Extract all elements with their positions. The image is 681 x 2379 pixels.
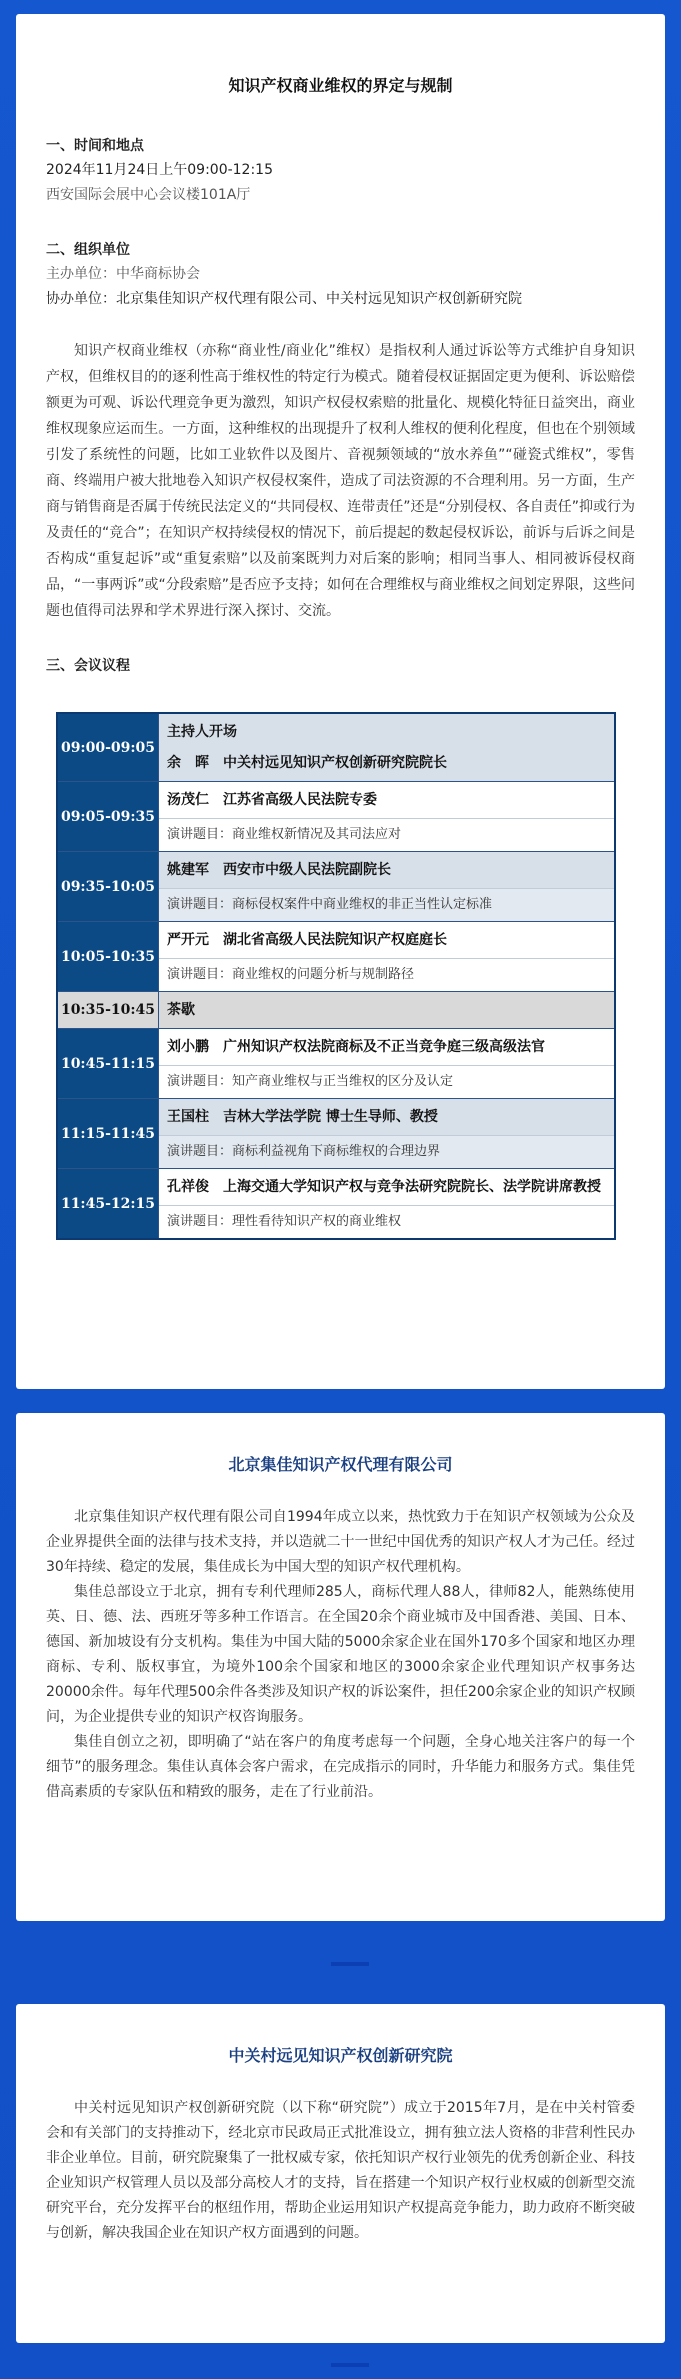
agenda-row	[57, 852, 615, 922]
org-title: 北京集佳知识产权代理有限公司	[228, 1455, 453, 1474]
org-paragraph: 集佳自创立之初，即明确了“站在客户的角度考虑每一个问题，全身心地关注客户的每一个细节”的服务理念。集佳认真体会客户需求，在完成指示的同时，升华能力和服务方式。集佳凭借高素质的专家队伍和精致的服务，走在了行业前沿。	[46, 1734, 635, 1800]
agenda-row	[57, 1099, 615, 1169]
co-organizer: 协办单位：北京集佳知识产权代理有限公司、中关村远见知识产权创新研究院	[46, 291, 522, 307]
org-paragraph: 北京集佳知识产权代理有限公司自1994年成立以来，热忱致力于在知识产权领域为公众及企业界提供全面的法律与技术支持，并以造就二十一世纪中国优秀的知识产权人才为己任。经过30年持续、稳定的发展，集佳成长为中国大型的知识产权代理机构。	[46, 1509, 635, 1575]
agenda-time: 10:35-10:45	[57, 992, 159, 1029]
conference-card	[16, 14, 665, 1389]
agenda-time: 09:35-10:05	[57, 852, 159, 922]
agenda-row	[57, 782, 615, 852]
agenda-speaker: 汤茂仁 江苏省高级人民法院专委	[167, 792, 377, 808]
host-organizer: 主办单位：中华商标协会	[46, 266, 200, 282]
agenda-break-label: 茶歇	[159, 992, 614, 1028]
agenda-row	[57, 1029, 615, 1099]
agenda-row	[57, 1169, 615, 1240]
org-card-yuanjian	[16, 2004, 665, 2343]
agenda-row	[57, 922, 615, 992]
agenda-row	[57, 713, 615, 782]
agenda-topic: 演讲题目：知产商业维权与正当维权的区分及认定	[159, 1065, 614, 1098]
agenda-speaker: 王国柱 吉林大学法学院 博士生导师、教授	[159, 1099, 614, 1135]
section-divider	[331, 2363, 369, 2367]
agenda-topic: 演讲题目：商业维权新情况及其司法应对	[159, 818, 614, 851]
org-card-jiajia	[16, 1413, 665, 1921]
agenda-time: 09:05-09:35	[57, 782, 159, 852]
intro-paragraph: 知识产权商业维权（亦称“商业性/商业化”维权）是指权利人通过诉讼等方式维护自身知识产权，但维权目的的逐利性高于维权性的特定行为模式。随着侵权证据固定更为便利、诉讼赔偿额更为可观、诉讼代理竞争更为激烈，知识产权侵权索赔的批量化、规模化特征日益突出，商业维权现象应运而生。一方面，这种维权的出现提升了权利人维权的便利化程度，但也在个别领域引发了系统性的问题，比如工业软件以及图片、音视频领域的“放水养鱼”“碰瓷式维权”，零售商、终端用户被大批地卷入知识产权侵权案件，造成了司法资源的不合理利用。另一方面，生产商与销售商是否属于传统民法定义的“共同侵权、连带责任”还是“分别侵权、各自责任”抑或行为及责任的“竞合”；在知识产权持续侵权的情况下，前后提起的数起侵权诉讼，前诉与后诉之间是否构成“重复起诉”或“重复索赔”以及前案既判力对后案的影响；相同当事人、相同被诉侵权商品，“一事两诉”或“分段索赔”是否应予支持；如何在合理维权与商业维权之间划定界限，这些问题也值得司法界和学术界进行深入探讨、交流。	[46, 343, 636, 619]
agenda-time: 10:45-11:15	[57, 1029, 159, 1099]
agenda-speaker: 严开元 湖北省高级人民法院知识产权庭庭长	[167, 932, 447, 948]
agenda-speaker: 姚建军 西安市中级人民法院副院长	[159, 852, 614, 888]
section-heading-agenda: 三、会议议程	[46, 658, 130, 674]
page-title: 知识产权商业维权的界定与规制	[228, 76, 453, 95]
agenda-topic: 演讲题目：商标侵权案件中商业维权的非正当性认定标准	[159, 888, 614, 921]
agenda-topic: 演讲题目：理性看待知识产权的商业维权	[159, 1205, 614, 1238]
section-divider	[331, 1962, 369, 1966]
section-heading-time-place: 一、时间和地点	[46, 138, 144, 154]
org-paragraph: 集佳总部设立于北京，拥有专利代理师285人，商标代理人88人，律师82人，能熟练使用英、日、德、法、西班牙等多种工作语言。在全国20余个商业城市及中国香港、美国、日本、德国、新加坡设有分支机构。集佳为中国大陆的5000余家企业在国外170多个国家和地区办理商标、专利、版权事宜，为境外100余个国家和地区的3000余家企业代理知识产权事务达20000余件。每年代理500余件各类涉及知识产权的诉讼案件，担任200余家企业的知识产权顾问，为企业提供专业的知识产权咨询服务。	[46, 1584, 635, 1725]
event-venue: 西安国际会展中心会议楼101A厅	[46, 187, 251, 203]
agenda-table	[56, 712, 616, 1240]
agenda-speaker: 主持人开场	[159, 714, 614, 750]
agenda-speaker: 刘小鹏 广州知识产权法院商标及不正当竞争庭三级高级法官	[167, 1039, 545, 1055]
agenda-time: 10:05-10:35	[57, 922, 159, 992]
agenda-topic: 演讲题目：商业维权的问题分析与规制路径	[159, 958, 614, 991]
event-date: 2024年11月24日上午09:00-12:15	[46, 162, 274, 178]
agenda-row-break	[57, 992, 615, 1029]
section-heading-organizers: 二、组织单位	[46, 242, 130, 258]
agenda-time: 11:45-12:15	[57, 1169, 159, 1240]
agenda-time: 11:15-11:45	[57, 1099, 159, 1169]
agenda-speaker: 孔祥俊 上海交通大学知识产权与竞争法研究院院长、法学院讲席教授	[167, 1179, 601, 1195]
org-title: 中关村远见知识产权创新研究院	[228, 2046, 453, 2065]
agenda-time: 09:00-09:05	[57, 713, 159, 782]
agenda-speaker: 余 晖 中关村远见知识产权创新研究院院长	[159, 750, 614, 781]
org-paragraph: 中关村远见知识产权创新研究院（以下称“研究院”）成立于2015年7月，是在中关村管委会和有关部门的支持推动下，经北京市民政局正式批准设立，拥有独立法人资格的非营利性民办非企业单位。目前，研究院聚集了一批权威专家，依托知识产权行业领先的优秀创新企业、科技企业知识产权管理人员以及部分高校人才的支持，旨在搭建一个知识产权行业权威的创新型交流研究平台，充分发挥平台的枢纽作用，帮助企业运用知识产权提高竞争能力，助力政府不断突破与创新，解决我国企业在知识产权方面遇到的问题。	[46, 2100, 635, 2241]
agenda-topic: 演讲题目：商标利益视角下商标维权的合理边界	[159, 1135, 614, 1168]
